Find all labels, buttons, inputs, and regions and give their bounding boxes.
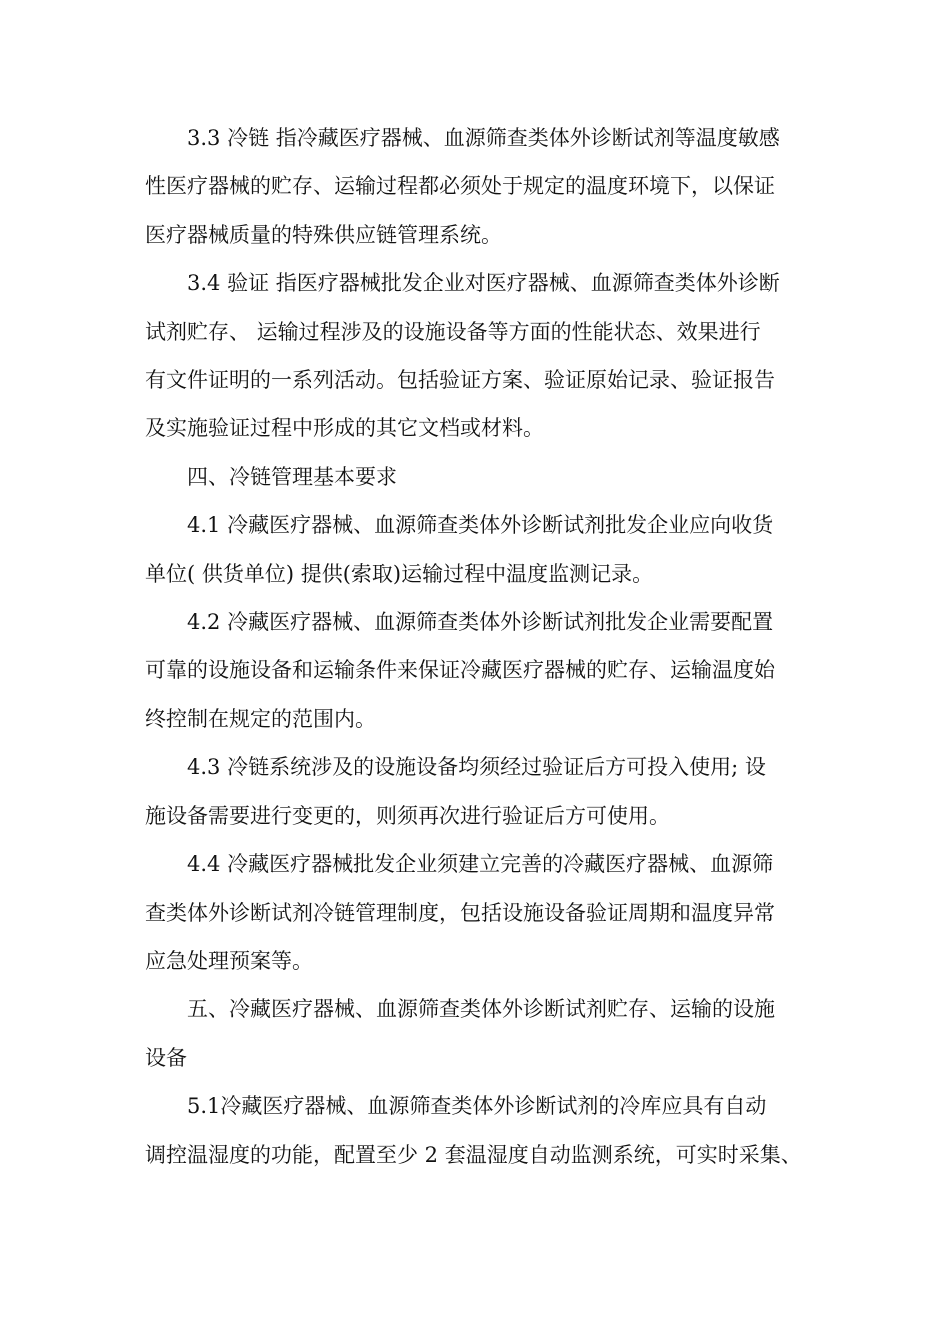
text-line: 及实施验证过程中形成的其它文档或材料。 [145, 416, 544, 441]
text-line: 单位( 供货单位) 提供(索取)运输过程中温度监测记录。 [145, 561, 654, 586]
text-line: 5.1冷藏医疗器械、血源筛查类体外诊断试剂的冷库应具有自动 [187, 1094, 767, 1119]
text-line: 4.2 冷藏医疗器械、血源筛查类体外诊断试剂批发企业需要配置 [187, 610, 774, 635]
document-body [145, 114, 810, 1179]
paragraph-3-4-validation [145, 259, 810, 453]
text-line: 试剂贮存、 运输过程涉及的设施设备等方面的性能状态、效果进行 [145, 319, 761, 344]
section-heading-text: 设备 [145, 1045, 187, 1070]
text-line: 3.4 验证 指医疗器械批发企业对医疗器械、血源筛查类体外诊断 [187, 271, 780, 296]
section-heading-4 [145, 453, 810, 501]
section-heading-text: 四、冷链管理基本要求 [187, 464, 397, 489]
text-line: 可靠的设施设备和运输条件来保证冷藏医疗器械的贮存、运输温度始 [145, 658, 775, 683]
paragraph-4-2 [145, 598, 810, 743]
text-line: 性医疗器械的贮存、运输过程都必须处于规定的温度环境下，以保证 [145, 174, 775, 199]
text-line: 有文件证明的一系列活动。包括验证方案、验证原始记录、验证报告 [145, 368, 775, 393]
text-line: 3.3 冷链 指冷藏医疗器械、血源筛查类体外诊断试剂等温度敏感 [187, 126, 780, 150]
paragraph-4-1 [145, 501, 810, 598]
text-line: 施设备需要进行变更的，则须再次进行验证后方可使用。 [145, 803, 670, 828]
paragraph-3-3-cold-chain [145, 114, 810, 259]
text-line: 应急处理预案等。 [145, 948, 313, 973]
text-line: 调控温湿度的功能，配置至少 2 套温湿度自动监测系统，可实时采集、 [145, 1142, 802, 1167]
text-line: 查类体外诊断试剂冷链管理制度，包括设施设备验证周期和温度异常 [145, 900, 775, 925]
text-line: 医疗器械质量的特殊供应链管理系统。 [145, 222, 502, 247]
section-heading-text: 五、冷藏医疗器械、血源筛查类体外诊断试剂贮存、运输的设施 [187, 997, 775, 1022]
section-heading-5 [145, 985, 810, 1082]
paragraph-5-1 [145, 1082, 810, 1179]
text-line: 终控制在规定的范围内。 [145, 706, 376, 731]
paragraph-4-3 [145, 743, 810, 840]
text-line: 4.4 冷藏医疗器械批发企业须建立完善的冷藏医疗器械、血源筛 [187, 852, 774, 877]
text-line: 4.1 冷藏医疗器械、血源筛查类体外诊断试剂批发企业应向收货 [187, 513, 774, 538]
paragraph-4-4 [145, 840, 810, 985]
text-line: 4.3 冷链系统涉及的设施设备均须经过验证后方可投入使用; 设 [187, 755, 766, 780]
